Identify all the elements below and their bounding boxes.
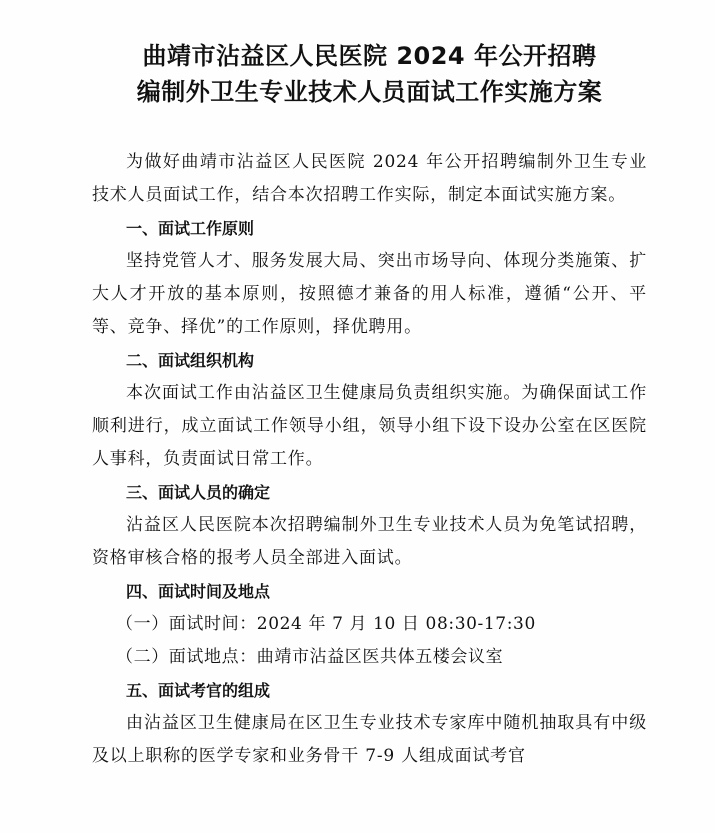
section-heading-3: 三、面试人员的确定 <box>126 483 271 502</box>
section-body-1: 坚持党管人才、服务发展大局、突出市场导向、体现分类施策、扩大人才开放的基本原则，按照德才兼备的用人标准，遵循“公开、平等、竞争、择优”的工作原则，择优聘用。 <box>92 251 647 337</box>
title-line-2: 编制外卫生专业技术人员面试工作实施方案 <box>136 78 603 106</box>
section-body-2: 本次面试工作由沾益区卫生健康局负责组织实施。为确保面试工作顺利进行，成立面试工作领导小组，领导小组下设下设办公室在区医院人事科，负责面试日常工作。 <box>92 383 647 469</box>
interview-location-item: （二）面试地点：曲靖市沾益区医共体五楼会议室 <box>116 647 504 667</box>
title-line-1: 曲靖市沾益区人民医院 2024 年公开招聘 <box>142 42 597 70</box>
section-body-3: 沾益区人民医院本次招聘编制外卫生专业技术人员为免笔试招聘，资格审核合格的报考人员全部进入面试。 <box>92 515 647 568</box>
intro-paragraph: 为做好曲靖市沾益区人民医院 2024 年公开招聘编制外卫生专业技术人员面试工作，结合本次招聘工作实际，制定本面试实施方案。 <box>92 152 647 205</box>
section-heading-2: 二、面试组织机构 <box>126 351 255 370</box>
section-heading-4: 四、面试时间及地点 <box>126 582 271 601</box>
section-heading-1: 一、面试工作原则 <box>126 219 255 238</box>
document-title <box>92 38 647 110</box>
interview-time-item: （一）面试时间：2024 年 7 月 10 日 08:30-17:30 <box>116 614 536 634</box>
section-heading-5: 五、面试考官的组成 <box>126 681 271 700</box>
section-body-5: 由沾益区卫生健康局在区卫生专业技术专家库中随机抽取具有中级及以上职称的医学专家和业务骨干 7-9 人组成面试考官 <box>92 713 647 766</box>
